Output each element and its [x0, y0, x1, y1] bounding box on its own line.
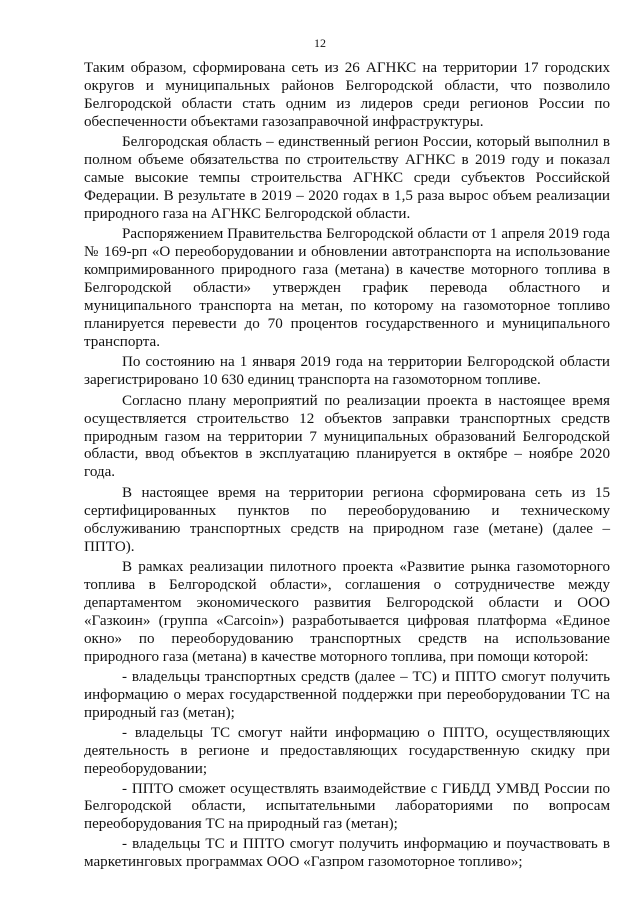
paragraph: В рамках реализации пилотного проекта «Развитие рынка газомоторного топлива в Белгородской области», соглашения о сотрудничестве между департаментом экономического развития Белгородской области и ООО «Газкоин» (группа «Carcoin») разработывается цифровая платформа «Единое окно» по переоборудованию транспортных средств на использование природного газа (метана) в качестве моторного топлива, при помощи которой: [84, 559, 610, 665]
paragraph: В настоящее время на территории региона сформирована сеть из 15 сертифицированных пунктов по переоборудованию и техническому обслуживанию транспортных средств на природном газе (метане) (далее – ППТО). [84, 484, 610, 555]
bullet-item: - владельцы ТС смогут найти информацию о ППТО, осуществляющих деятельность в регионе и предоставляющих государственную скидку при переоборудовании; [84, 724, 610, 777]
paragraph: Согласно плану мероприятий по реализации проекта в настоящее время осуществляется строительство 12 объектов заправки транспортных средств природным газом на территории 7 муниципальных образований Белгородской области, ввод объектов в эксплуатацию планируется в октябре – ноябре 2020 года. [84, 392, 610, 481]
bullet-item: - владельцы ТС и ППТО смогут получить информацию и поучаствовать в маркетинговых программах ООО «Газпром газомоторное топливо»; [84, 836, 610, 871]
paragraph: Белгородская область – единственный регион России, который выполнил в полном объеме обязательства по строительству АГНКС в 2019 году и показал самые высокие темпы строительства АГНКС среди субъектов Российской Федерации. В результате в 2019 – 2020 годах в 1,5 раза вырос объем реализации природного газа на АГНКС Белгородской области. [84, 134, 610, 222]
bullet-item: - владельцы транспортных средств (далее – ТС) и ППТО смогут получить информацию о мерах государственной поддержки при переоборудовании ТС на природный газ (метан); [84, 669, 610, 721]
bullet-item: - ППТО сможет осуществлять взаимодействие с ГИБДД УМВД России по Белгородской области, испытательными лабораториями по вопросам переоборудования ТС на природный газ (метан); [84, 780, 610, 833]
paragraph: По состоянию на 1 января 2019 года на территории Белгородской области зарегистрировано 10 630 единиц транспорта на газомоторном топливе. [84, 354, 610, 389]
paragraph: Распоряжением Правительства Белгородской области от 1 апреля 2019 года № 169-рп «О переоборудовании и обновлении автотранспорта на использование компримированного природного газа (метана) в качестве моторного топлива в Белгородской области» утвержден график перевода областного и муниципального транспорта на метан, по которому на газомоторное топливо планируется перевести до 70 процентов государственного и муниципального транспорта. [84, 226, 610, 350]
paragraph: Таким образом, сформирована сеть из 26 АГНКС на территории 17 городских округов и муниципальных районов Белгородской области, что позволило Белгородской области стать одним из лидеров среди регионов России по обеспеченности объектами газозаправочной инфраструктуры. [84, 60, 610, 130]
page-number: 12 [314, 36, 326, 50]
document-body [84, 60, 610, 874]
